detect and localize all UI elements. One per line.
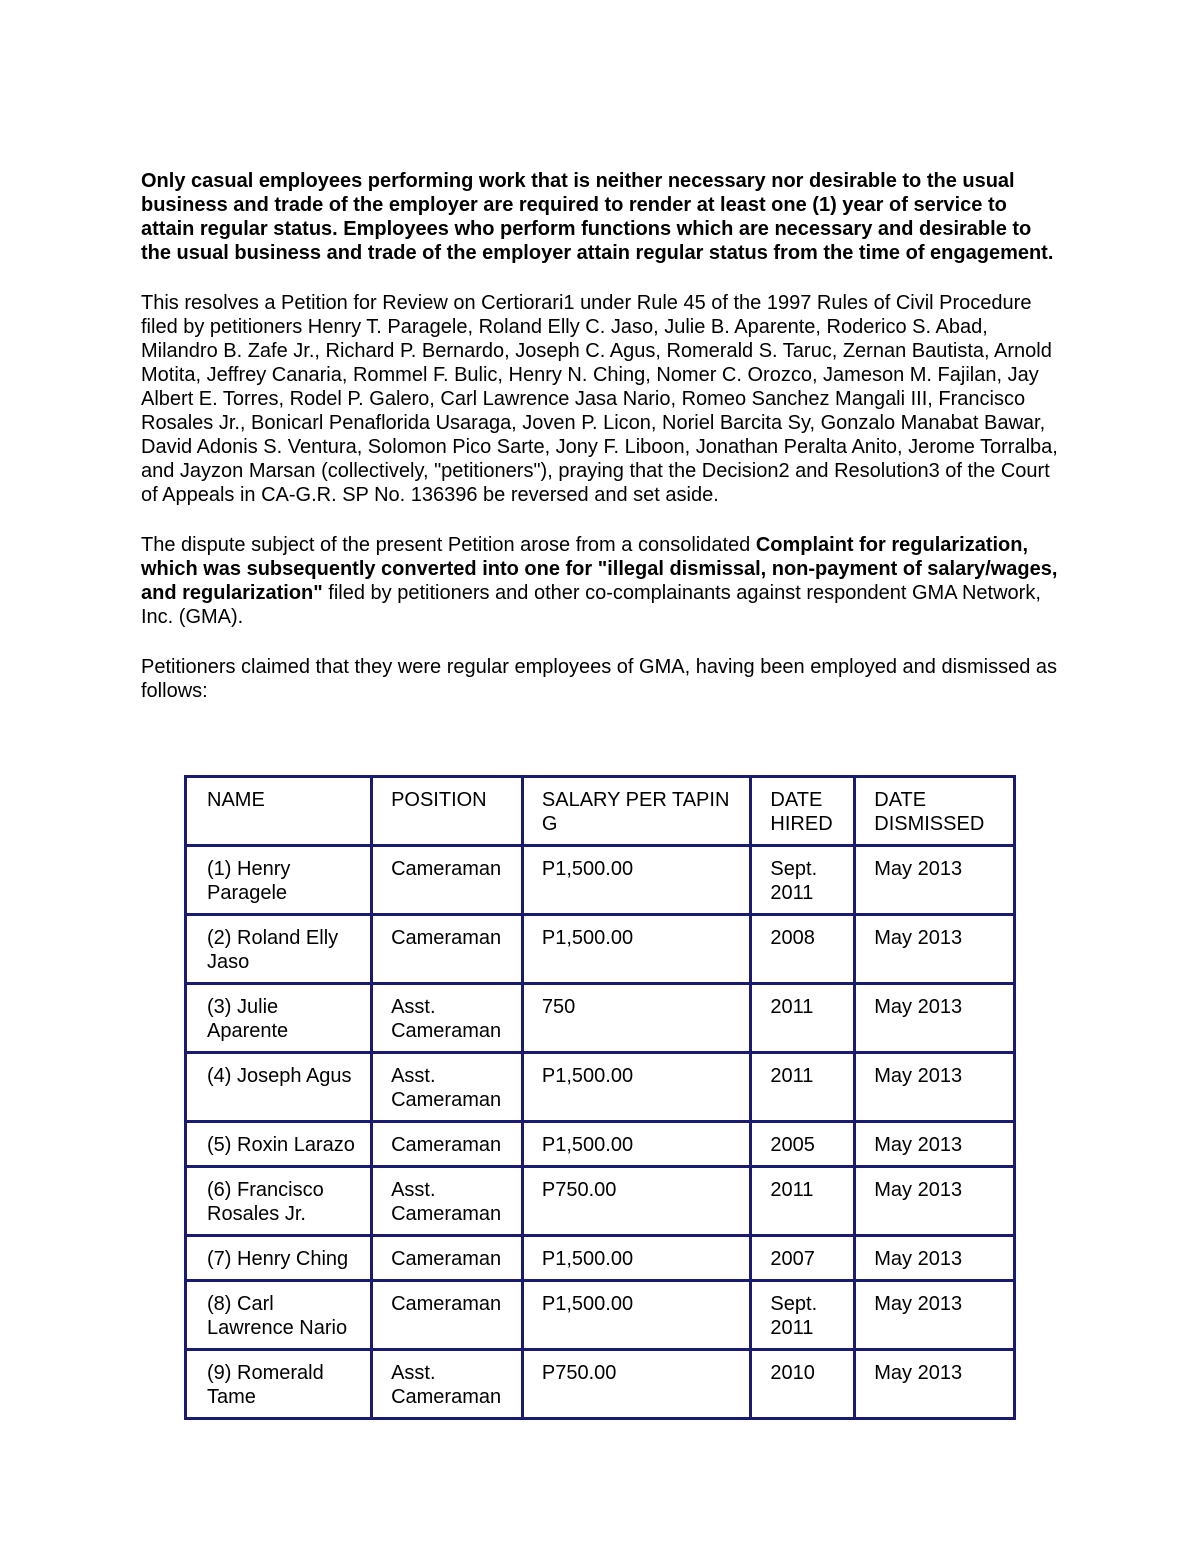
doctrine-heading: Only casual employees performing work that is neither necessary nor desirable to the usual business and trade of the employer are required to render at least one (1) year of service to attain regular status. Employees who perform functions which are necessary and desirable to the usual business and trade of the employer attain regular status from the time of engagement. (141, 170, 1054, 264)
cell-name: (6) Francisco Rosales Jr. (186, 1167, 372, 1236)
cell-date-dismissed: May 2013 (855, 1350, 1015, 1419)
cell-salary: 750 (522, 984, 751, 1053)
dispute-text-end: filed by petitioners and other co-complainants against respondent GMA Network, Inc. (GMA). (141, 582, 1041, 628)
table-row (186, 1167, 1015, 1236)
cell-position: Cameraman (372, 1122, 523, 1167)
table-row (186, 1053, 1015, 1122)
cell-salary: P1,500.00 (522, 1236, 751, 1281)
claim-paragraph: Petitioners claimed that they were regular employees of GMA, having been employed and dismissed as follows: (141, 656, 1058, 702)
cell-date-hired: 2011 (751, 1167, 855, 1236)
cell-date-hired: Sept. 2011 (751, 1281, 855, 1350)
cell-name: (8) Carl Lawrence Nario (186, 1281, 372, 1350)
cell-date-hired: Sept. 2011 (751, 846, 855, 915)
cell-name: (1) Henry Paragele (186, 846, 372, 915)
cell-date-dismissed: May 2013 (855, 1167, 1015, 1236)
cell-salary: P1,500.00 (522, 846, 751, 915)
cell-date-dismissed: May 2013 (855, 1122, 1015, 1167)
cell-position: Cameraman (372, 915, 523, 984)
table-row (186, 846, 1015, 915)
cell-date-dismissed: May 2013 (855, 984, 1015, 1053)
cell-name: (3) Julie Aparente (186, 984, 372, 1053)
cell-salary: P750.00 (522, 1167, 751, 1236)
intro-paragraph: This resolves a Petition for Review on Certiorari1 under Rule 45 of the 1997 Rules of Civil Procedure filed by petitioners Henry T. Paragele, Roland Elly C. Jaso, Julie B. Aparente, Roderico S. Abad, Milandro B. Zafe Jr., Richard P. Bernardo, Joseph C. Agus, Romerald S. Taruc, Zernan Bautista, Arnold Motita, Jeffrey Canaria, Rommel F. Bulic, Henry N. Ching, Nomer C. Orozco, Jameson M. Fajilan, Jay Albert E. Torres, Rodel P. Galero, Carl Lawrence Jasa Nario, Romeo Sanchez Mangali III, Francisco Rosales Jr., Bonicarl Penaflorida Usaraga, Joven P. Licon, Noriel Barcita Sy, Gonzalo Manabat Bawar, David Adonis S. Ventura, Solomon Pico Sarte, Jony F. Liboon, Jonathan Peralta Anito, Jerome Torralba, and Jayzon Marsan (collectively, "petitioners"), praying that the Decision2 and Resolution3 of the Court of Appeals in CA-G.R. SP No. 136396 be reversed and set aside. (141, 292, 1058, 506)
cell-name: (7) Henry Ching (186, 1236, 372, 1281)
cell-name: (9) Romerald Tame (186, 1350, 372, 1419)
header-salary: SALARY PER TAPIN G (522, 777, 751, 846)
cell-date-hired: 2010 (751, 1350, 855, 1419)
cell-position: Cameraman (372, 1236, 523, 1281)
cell-date-dismissed: May 2013 (855, 915, 1015, 984)
cell-date-hired: 2005 (751, 1122, 855, 1167)
cell-date-hired: 2008 (751, 915, 855, 984)
table-row (186, 1122, 1015, 1167)
header-date-dismissed: DATE DISMISSED (855, 777, 1015, 846)
table-row (186, 1350, 1015, 1419)
document-body (141, 169, 1061, 729)
cell-date-hired: 2007 (751, 1236, 855, 1281)
cell-date-dismissed: May 2013 (855, 1281, 1015, 1350)
cell-name: (5) Roxin Larazo (186, 1122, 372, 1167)
cell-name: (4) Joseph Agus (186, 1053, 372, 1122)
header-date-hired: DATE HIRED (751, 777, 855, 846)
cell-position: Asst. Cameraman (372, 1053, 523, 1122)
cell-position: Asst. Cameraman (372, 1350, 523, 1419)
table-row (186, 1281, 1015, 1350)
dispute-text-bold: Complaint for regularization, which was subsequently converted into one for "illegal dismissal, non-payment of salary/wages, and regularization" (141, 534, 1058, 604)
cell-date-dismissed: May 2013 (855, 1236, 1015, 1281)
cell-date-dismissed: May 2013 (855, 1053, 1015, 1122)
cell-salary: P750.00 (522, 1350, 751, 1419)
dispute-text-start: The dispute subject of the present Petition arose from a consolidated (141, 534, 756, 556)
table-row (186, 915, 1015, 984)
table-row (186, 984, 1015, 1053)
header-position: POSITION (372, 777, 523, 846)
table-header-row (186, 777, 1015, 846)
employment-table (184, 775, 1016, 1420)
cell-salary: P1,500.00 (522, 1281, 751, 1350)
cell-salary: P1,500.00 (522, 1053, 751, 1122)
cell-date-hired: 2011 (751, 1053, 855, 1122)
cell-salary: P1,500.00 (522, 1122, 751, 1167)
cell-name: (2) Roland Elly Jaso (186, 915, 372, 984)
cell-salary: P1,500.00 (522, 915, 751, 984)
cell-position: Cameraman (372, 1281, 523, 1350)
dispute-paragraph (141, 533, 1061, 629)
header-name: NAME (186, 777, 372, 846)
cell-position: Cameraman (372, 846, 523, 915)
cell-position: Asst. Cameraman (372, 984, 523, 1053)
cell-date-hired: 2011 (751, 984, 855, 1053)
cell-position: Asst. Cameraman (372, 1167, 523, 1236)
cell-date-dismissed: May 2013 (855, 846, 1015, 915)
table-row (186, 1236, 1015, 1281)
